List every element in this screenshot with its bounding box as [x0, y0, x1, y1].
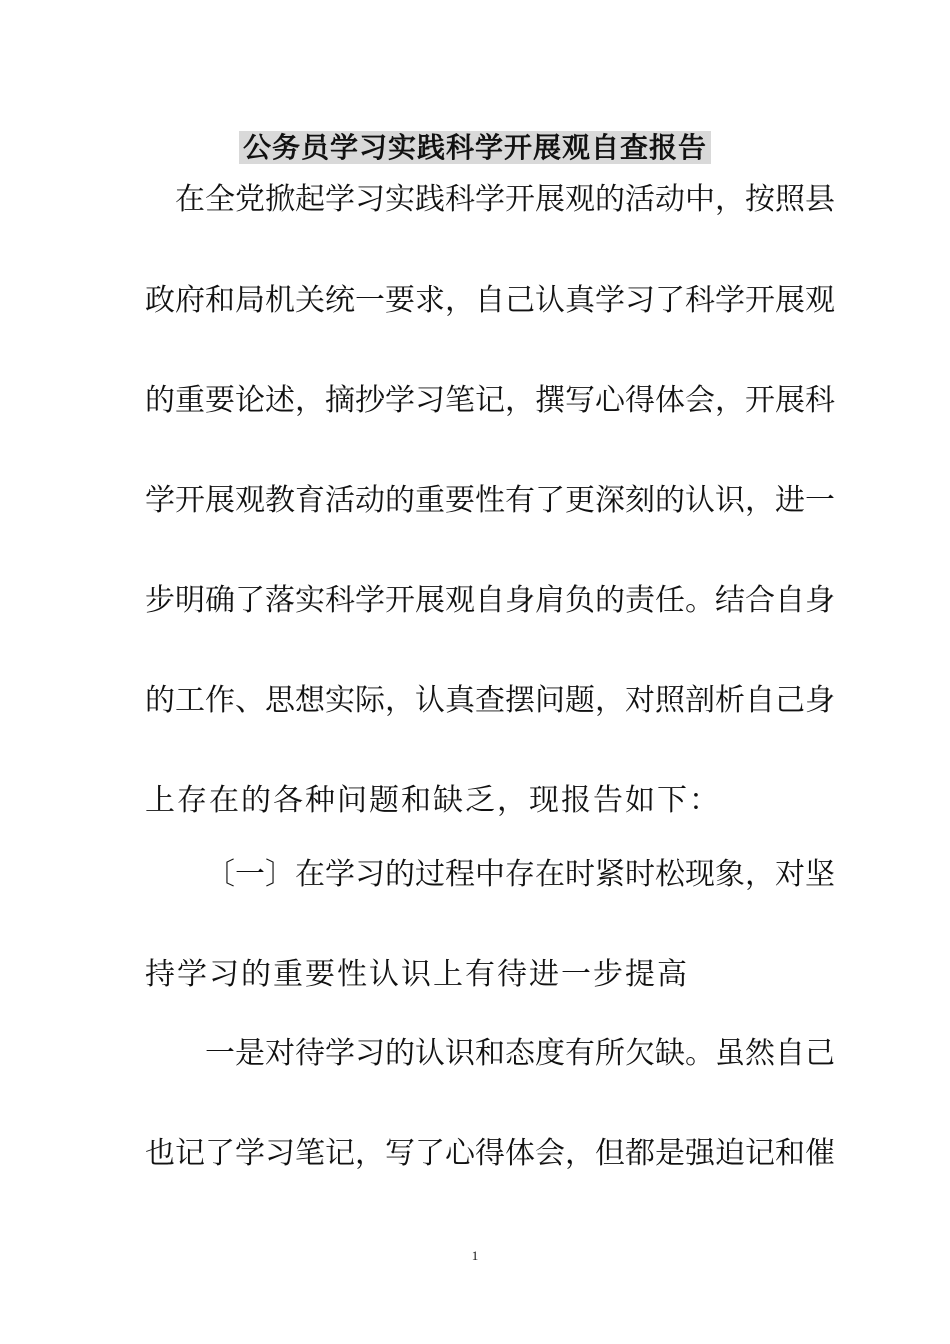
paragraph-line: 一是对待学习的认识和态度有所欠缺。虽然自己: [205, 1036, 835, 1071]
section-heading-line: 持学习的重要性认识上有待进一步提高: [145, 957, 689, 992]
paragraph-line: 步明确了落实科学开展观自身肩负的责任。结合自身: [145, 583, 835, 618]
paragraph-line: 的重要论述，摘抄学习笔记，撰写心得体会，开展科: [145, 383, 835, 418]
paragraph-line: 也记了学习笔记，写了心得体会，但都是强迫记和催: [145, 1136, 835, 1171]
paragraph-line: 学开展观教育活动的重要性有了更深刻的认识，进一: [145, 483, 835, 518]
paragraph-line: 上存在的各种问题和缺乏，现报告如下：: [145, 783, 721, 818]
section-heading-line: 〔一〕在学习的过程中存在时紧时松现象，对坚: [205, 857, 835, 892]
document-title: [0, 128, 950, 168]
document-title-text: 公务员学习实践科学开展观自查报告: [239, 131, 711, 164]
page-number: 1: [471, 1248, 479, 1263]
paragraph-line: 的工作、思想实际，认真查摆问题，对照剖析自己身: [145, 683, 835, 718]
paragraph-line: 在全党掀起学习实践科学开展观的活动中，按照县: [175, 182, 835, 217]
paragraph-line: 政府和局机关统一要求，自己认真学习了科学开展观: [145, 283, 835, 318]
